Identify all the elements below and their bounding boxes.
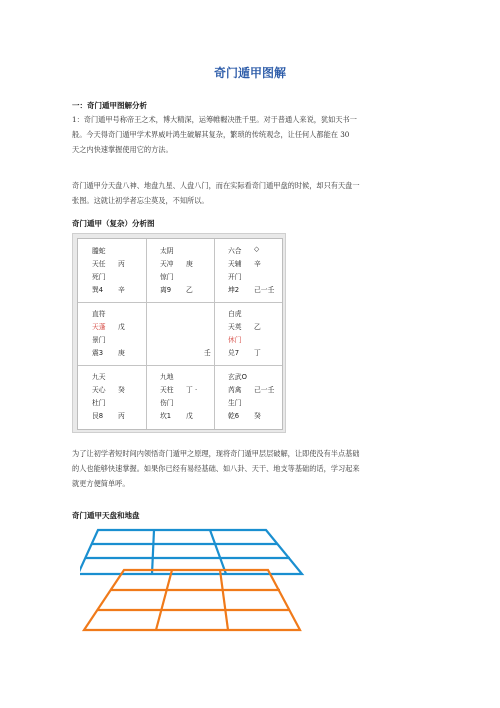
text-line: 1：奇门遁甲号称帝王之术，博大精深，运筹帷幄决胜千里。对于普通人来说，犹如天书一 (72, 115, 357, 124)
palace-cell (146, 365, 214, 429)
palace-stem: 壬 (204, 349, 211, 357)
palace-term: 芮禽 (228, 386, 242, 394)
palace-stem: 己一壬 (254, 286, 275, 294)
palace-stem: 癸 (254, 412, 261, 420)
palace-stem: ◇ (254, 245, 260, 253)
palace-line (228, 371, 247, 381)
palace-line (228, 334, 242, 344)
plane-outline (84, 570, 300, 630)
page-title: 奇门遁甲图解 (213, 66, 286, 80)
palace-cell (146, 239, 214, 303)
text-line: 的人也能够快速掌握。如果你已经有易经基础、如八卦、天干、地支等基础的话，学习起来 (72, 464, 360, 473)
palace-stem: 己一壬 (254, 386, 275, 394)
palace-term: 白虎 (228, 310, 242, 318)
explanation-paragraph (72, 178, 432, 208)
palace-stem: 癸 (118, 386, 125, 394)
palace-term: 天冲 (160, 260, 174, 268)
palace-term: 螣蛇 (92, 247, 106, 255)
heaven-earth-planes (80, 518, 320, 638)
text-line: 奇门遁甲分天盘八神、地盘九星、人盘八门，而在实际看奇门遁甲盘的时候，却只有天盘一 (72, 181, 360, 190)
text-line: 天之内快速掌握使用它的方法。 (72, 145, 173, 154)
palace-term: 直符 (92, 310, 106, 318)
palace-term: 太阴 (160, 247, 174, 255)
palace-line (228, 258, 261, 268)
palace-line (92, 321, 125, 331)
palace-term: 巽4 (92, 286, 104, 294)
palace-cell (214, 302, 282, 366)
palace-stem: 乙 (186, 286, 193, 294)
plane-grid-line (210, 530, 226, 574)
palace-line (92, 245, 106, 255)
palace-line (228, 397, 242, 407)
palace-line (92, 284, 125, 294)
palace-cell (78, 365, 146, 429)
palace-stem: 庚 (186, 260, 193, 268)
plane-grid-line (152, 530, 154, 574)
section-heading: 一：奇门遁甲图解分析 (72, 101, 147, 110)
palace-term: 六合 (228, 247, 242, 255)
earth-plane (84, 570, 300, 630)
palace-cell (214, 365, 282, 429)
palace-line (92, 410, 125, 420)
palace-term: 艮8 (92, 412, 104, 420)
intro-paragraph (72, 112, 432, 157)
palace-line (160, 258, 193, 268)
palace-line (160, 384, 198, 394)
palace-line (92, 347, 125, 357)
palace-line (228, 308, 242, 318)
palace-line (228, 410, 261, 420)
palace-stem: 乙 (254, 323, 261, 331)
palace-term: 离9 (160, 286, 172, 294)
palace-line (228, 271, 242, 281)
palace-stem: 丙 (118, 412, 125, 420)
palace-term: 天心 (92, 386, 106, 394)
palace-line (160, 271, 174, 281)
palace-line (92, 384, 125, 394)
palace-stem: 辛 (254, 260, 261, 268)
palace-term: 景门 (92, 336, 106, 344)
palace-term: 天任 (92, 260, 106, 268)
palace-term: 天辅 (228, 260, 242, 268)
palace-stem: 辛 (118, 286, 125, 294)
palace-term: 死门 (92, 273, 106, 281)
palace-stem: 戊 (186, 412, 193, 420)
palace-stem: 戊 (118, 323, 125, 331)
text-line: 张图。这就让初学者忘尘莫及，不知所以。 (72, 196, 209, 205)
diagram-heading: 奇门遁甲（复杂）分析图 (72, 219, 155, 228)
palace-line (92, 371, 106, 381)
palace-cell (214, 239, 282, 303)
plane-grid-line (220, 570, 228, 630)
palace-term: 生门 (228, 399, 242, 407)
qimen-grid (72, 233, 286, 433)
palace-cell (146, 302, 214, 366)
palace-term: 九地 (160, 373, 174, 381)
palace-term: 天英 (228, 323, 242, 331)
palace-line (92, 334, 106, 344)
plane-grid-line (156, 570, 172, 630)
palace-term: 兑7 (228, 349, 240, 357)
palace-line (92, 258, 125, 268)
palace-line (228, 245, 260, 255)
grid-frame (77, 238, 283, 430)
palace-stem: 丁 (254, 349, 261, 357)
text-line: 般。今天得奇门遁甲学术界威叶鸿生破解其复杂，繁琐的传统观念，让任何人都能在 30 (72, 130, 350, 139)
text-line: 为了让初学者短时间内领悟奇门遁甲之原理，现将奇门遁甲层层破解，让即使没有半点基础 (72, 449, 360, 458)
palace-line (160, 284, 193, 294)
palace-line (160, 410, 193, 420)
palace-term: 伤门 (160, 399, 174, 407)
plane-outline (80, 530, 302, 574)
palace-line (228, 384, 275, 394)
palace-stem: 庚 (118, 349, 125, 357)
palace-term: 开门 (228, 273, 242, 281)
palace-line (92, 308, 106, 318)
palace-term: 惊门 (160, 273, 174, 281)
palace-term: 玄武O (228, 373, 247, 381)
palace-stem: 丙 (118, 260, 125, 268)
diagram2-heading: 奇门遁甲天盘和地盘 (72, 511, 140, 520)
palace-line (160, 371, 174, 381)
palace-line (92, 397, 106, 407)
palace-line (228, 284, 275, 294)
heaven-plane (80, 530, 302, 574)
palace-term: 乾6 (228, 412, 240, 420)
palace-stem: 丁 · (186, 386, 198, 394)
palace-line (160, 245, 174, 255)
palace-cell (78, 239, 146, 303)
palace-term: 震3 (92, 349, 104, 357)
palace-term: 九天 (92, 373, 106, 381)
palace-term: 休门 (228, 336, 242, 344)
guide-paragraph (72, 446, 432, 491)
palace-term: 杜门 (92, 399, 106, 407)
palace-term: 天柱 (160, 386, 174, 394)
palace-line (92, 271, 106, 281)
palace-line (228, 321, 261, 331)
palace-line (228, 347, 261, 357)
palace-term: 坤2 (228, 286, 240, 294)
palace-line (160, 397, 174, 407)
palace-term: 天蓬 (92, 323, 106, 331)
palace-cell (78, 302, 146, 366)
text-line: 就更方便简单呼。 (72, 479, 130, 488)
palace-term: 坎1 (160, 412, 172, 420)
